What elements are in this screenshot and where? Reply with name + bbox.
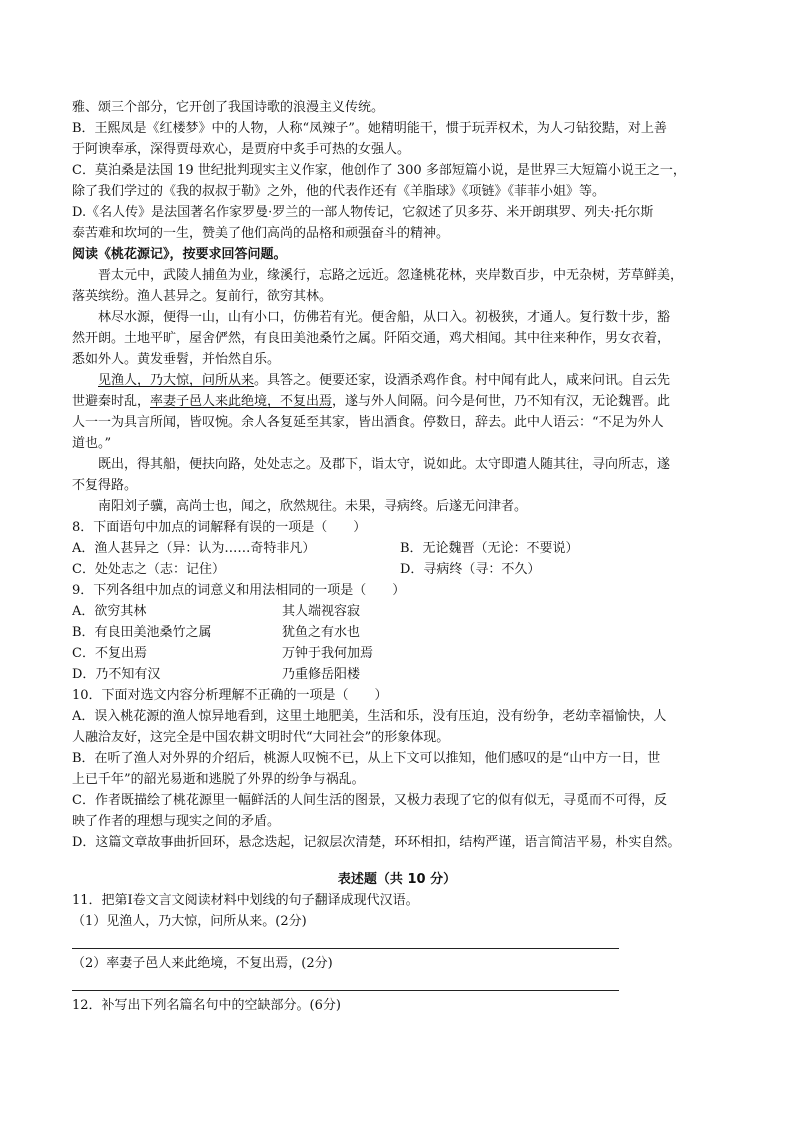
passage-line: 林尽水源，便得一山，山有小口，仿佛若有光。便舍船，从口入。初极狭，才通人。复行数十步，豁 [98,310,671,325]
question-11-part-2: （2）率妻子邑人来此绝境，不复出焉，(2分) [72,956,333,971]
option-b-line2: 于阿谀奉承，深得贾母欢心，是贾府中炙手可热的女强人。 [72,142,411,157]
question-12-stem: 12．补写出下列名篇名句中的空缺部分。(6分) [72,998,341,1013]
option-d-line1: D.《名人传》是法国著名作家罗曼·罗兰的一部人物传记，它叙述了贝多芬、米开朗琪罗、列夫·托尔斯 [72,205,654,220]
passage-line: 然开朗。土地平旷，屋舍俨然，有良田美池桑竹之属。阡陌交通，鸡犬相闻。其中往来种作，男女衣着， [72,331,671,346]
passage-line: 见渔人，乃大惊，问所从来。具答之。便要还家，设酒杀鸡作食。村中闻有此人，咸来问讯。自云先 [98,373,671,388]
option-c-line2: 除了我们学过的《我的叔叔于勒》之外，他的代表作还有《羊脂球》《项链》《菲菲小姐》等。 [72,184,606,199]
option-d: D．寻病终（寻：不久） [400,562,541,577]
passage-line: 道也。” [72,436,112,451]
passage-line: 人一一为具言所闻，皆叹惋。余人各复延至其家，皆出酒食。停数日，辞去。此中人语云：“不足为外人 [72,415,664,430]
option-c-line1: C．莫泊桑是法国 19 世纪批判现实主义作家，他创作了 300 多部短篇小说，是世界三大短篇小说王之一， [72,163,686,178]
option-a: A．渔人甚异之（异：认为……奇特非凡） [72,541,316,556]
option-c-line2: 映了作者的理想与现实之间的矛盾。 [72,814,281,829]
option-a-pair: 其人端视容寂 [282,604,361,619]
option-c-line1: C．作者既描绘了桃花源里一幅鲜活的人间生活的图景，又极力表现了它的似有似无，寻觅而不可得，反 [72,793,667,808]
passage-line: 悉如外人。黄发垂髫，并怡然自乐。 [72,352,281,367]
answer-line [72,990,619,991]
passage-line: 晋太元中，武陵人捕鱼为业，缘溪行，忘路之远近。忽逢桃花林，夹岸数百步，中无杂树，芳草鲜美， [98,268,684,283]
passage-line: 不复得路。 [72,478,138,493]
question-8-stem: 8．下面语句中加点的词解释有误的一项是（ ） [72,520,367,535]
option-d-line1: D．这篇文章故事曲折回环，悬念迭起，记叙层次清楚，环环相扣，结构严谨，语言简洁平易，朴实自然。 [72,835,681,850]
question-11-part-1: （1）见渔人，乃大惊，问所从来。(2分) [72,914,307,929]
question-9-row [72,622,732,643]
answer-line [72,948,619,949]
section-title: 表述题（共 10 分） [337,872,457,887]
underlined-sentence-2: 率妻子邑人来此绝境，不复出焉 [150,394,333,409]
question-9-stem: 9．下列各组中加点的词意义和用法相同的一项是（ ） [72,583,406,598]
option-b: B．有良田美池桑竹之属 [72,625,212,640]
option-d-pair: 乃重修岳阳楼 [282,667,361,682]
option-b-line1: B．在听了渔人对外界的介绍后，桃源人叹惋不已，从上下文可以推知，他们感叹的是“山中方一日，世 [72,751,661,766]
option-b-line2: 上已千年”的韶光易逝和逃脱了外界的纷争与祸乱。 [72,772,365,787]
option-c-pair: 万钟于我何加焉 [282,646,374,661]
option-a: A．欲穷其林 [72,604,147,619]
underlined-sentence-1: 见渔人，乃大惊，问所从来 [98,373,255,388]
question-8-row [72,538,732,559]
question-8-row [72,559,732,580]
question-9-row [72,601,732,622]
option-b: B．无论魏晋（无论：不要说） [400,541,579,556]
option-d-line2: 泰苦难和坎坷的一生，赞美了他们高尚的品格和顽强奋斗的精神。 [72,226,450,241]
reading-heading: 阅读《桃花源记》，按要求回答问题。 [72,247,287,262]
passage-line: 落英缤纷。渔人甚异之。复前行，欲穷其林。 [72,289,333,304]
option-a-line2: 人融洽友好，这完全是中国农耕文明时代“大同社会”的形象体现。 [72,730,450,745]
option-d: D．乃不知有汉 [72,667,161,682]
option-a-line1: A．误入桃花源的渔人惊异地看到，这里土地肥美，生活和乐，没有压迫，没有纷争，老幼幸福愉快，人 [72,709,667,724]
question-10-stem: 10．下面对选文内容分析理解不正确的一项是（ ） [72,688,388,703]
passage-line: 世避秦时乱，率妻子邑人来此绝境，不复出焉，遂与外人间隔。问今是何世，乃不知有汉，无论魏晋。此 [72,394,671,409]
option-b-line1: B．王熙凤是《红楼梦》中的人物，人称“凤辣子”。她精明能干，惯于玩弄权术，为人刁钻狡黠，对上善 [72,121,667,136]
question-9-row [72,664,732,685]
text-line: 雅、颂三个部分，它开创了我国诗歌的浪漫主义传统。 [72,100,385,115]
passage-line: 南阳刘子骥，高尚士也，闻之，欣然规往。未果，寻病终。后遂无问津者。 [98,499,528,514]
question-9-row [72,643,732,664]
option-b-pair: 犹鱼之有水也 [282,625,361,640]
option-c: C．不复出焉 [72,646,147,661]
passage-line: 既出，得其船，便扶向路，处处志之。及郡下，诣太守，说如此。太守即遣人随其往，寻向所志，遂 [98,457,671,472]
option-c: C．处处志之（志：记住） [72,562,225,577]
question-11-stem: 11．把第Ⅰ卷文言文阅读材料中划线的句子翻译成现代汉语。 [72,893,419,908]
